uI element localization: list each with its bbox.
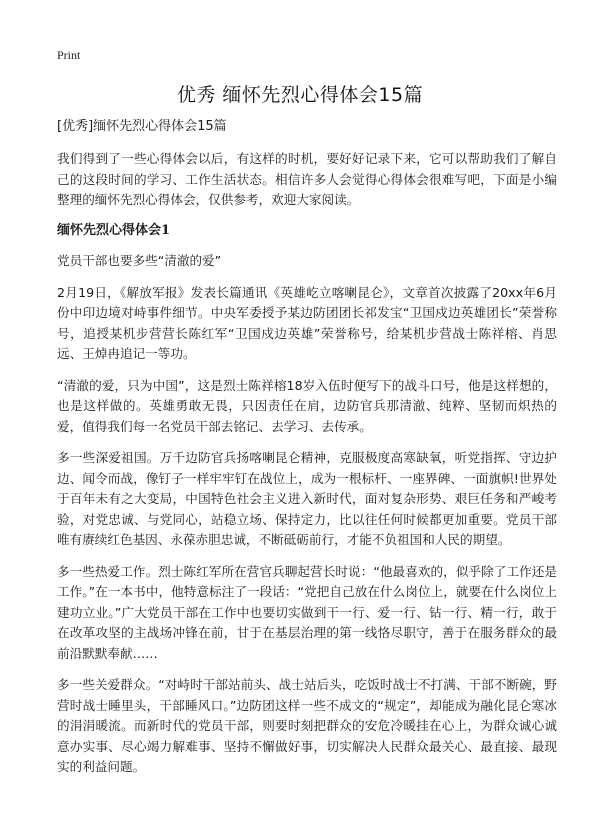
body-paragraph: 多一些热爱工作。烈士陈红军所在营官兵聊起营长时说：“他最喜欢的，似乎除了工作还是工作。”在一本书中，他特意标注了一段话：“党把自己放在什么岗位上，就要在什么岗位上建功立业。”广大党员干部在工作中也要切实做到干一行、爱一行、钻一行、精一行，敢于在改革攻坚的主战场冲锋在前，甘于在基层治理的第一线恪尽职守，善于在服务群众的最前沿默默奉献…… xyxy=(57,563,557,661)
intro-paragraph: 我们得到了一些心得体会以后，有这样的时机，要好好记录下来，它可以帮助我们了解自己的这段时间的学习、工作生活状态。相信许多人会觉得心得体会很难写吧，下面是小编整理的缅怀先烈心得体会，仅供参考，欢迎大家阅读。 xyxy=(57,151,557,207)
document-title: 优秀 缅怀先烈心得体会15篇 xyxy=(176,84,424,106)
body-paragraph: 多一些深爱祖国。万千边防官兵扬喀喇昆仑精神，克服极度高寒缺氧，听党指挥、守边护边、闻令而战，像钉子一样牢牢钉在战位上，成为一根标杆、一座界碑、一面旗帜!世界处于百年未有之大变局，中国特色社会主义进入新时代，面对复杂形势、艰巨任务和严峻考验，对党忠诚、与党同心，站稳立场、保持定力，比以往任何时候都更加重要。党员干部唯有赓续红色基因、永葆赤胆忠诚，不断砥砺前行，才能不负祖国和人民的期望。 xyxy=(57,450,557,547)
body-paragraph: 2月19日，《解放军报》发表长篇通讯《英雄屹立喀喇昆仑》，文章首次披露了20xx年6月份中印边境对峙事件细节。中央军委授予某边防团团长祁发宝“卫国戍边英雄团长”荣誉称号，追授某机步营营长陈红军“卫国戍边英雄”荣誉称号，给某机步营战士陈祥榕、肖思远、王焯冉追记一等功。 xyxy=(57,284,557,361)
print-link[interactable]: Print xyxy=(57,48,81,62)
document-subtitle: [优秀]缅怀先烈心得体会15篇 xyxy=(57,119,227,134)
document-body xyxy=(57,118,557,789)
body-paragraph: “清澈的爱，只为中国”，这是烈士陈祥榕18岁入伍时便写下的战斗口号，他是这样想的，也是这样做的。英雄勇敢无畏，只因责任在肩，边防官兵那清澈、纯粹、坚韧而炽热的爱，值得我们每一名党员干部去铭记、去学习、去传承。 xyxy=(57,377,557,434)
section-lead: 党员干部也要多些“清澈的爱” xyxy=(57,252,222,268)
section-heading: 缅怀先烈心得体会1 xyxy=(57,222,171,238)
body-paragraph: 多一些关爱群众。“对峙时干部站前头、战士站后头，吃饭时战士不打满、干部不断碗，野营时战士睡里头，干部睡风口。”边防团这样一些不成文的“规定”，却能成为融化昆仑寒冰的涓涓暖流。而新时代的党员干部，则要时刻把群众的安危冷暖挂在心上，为群众诚心诚意办实事、尽心竭力解难事、坚持不懈做好事，切实解决人民群众最关心、最直接、最现实的利益问题。 xyxy=(57,677,557,774)
